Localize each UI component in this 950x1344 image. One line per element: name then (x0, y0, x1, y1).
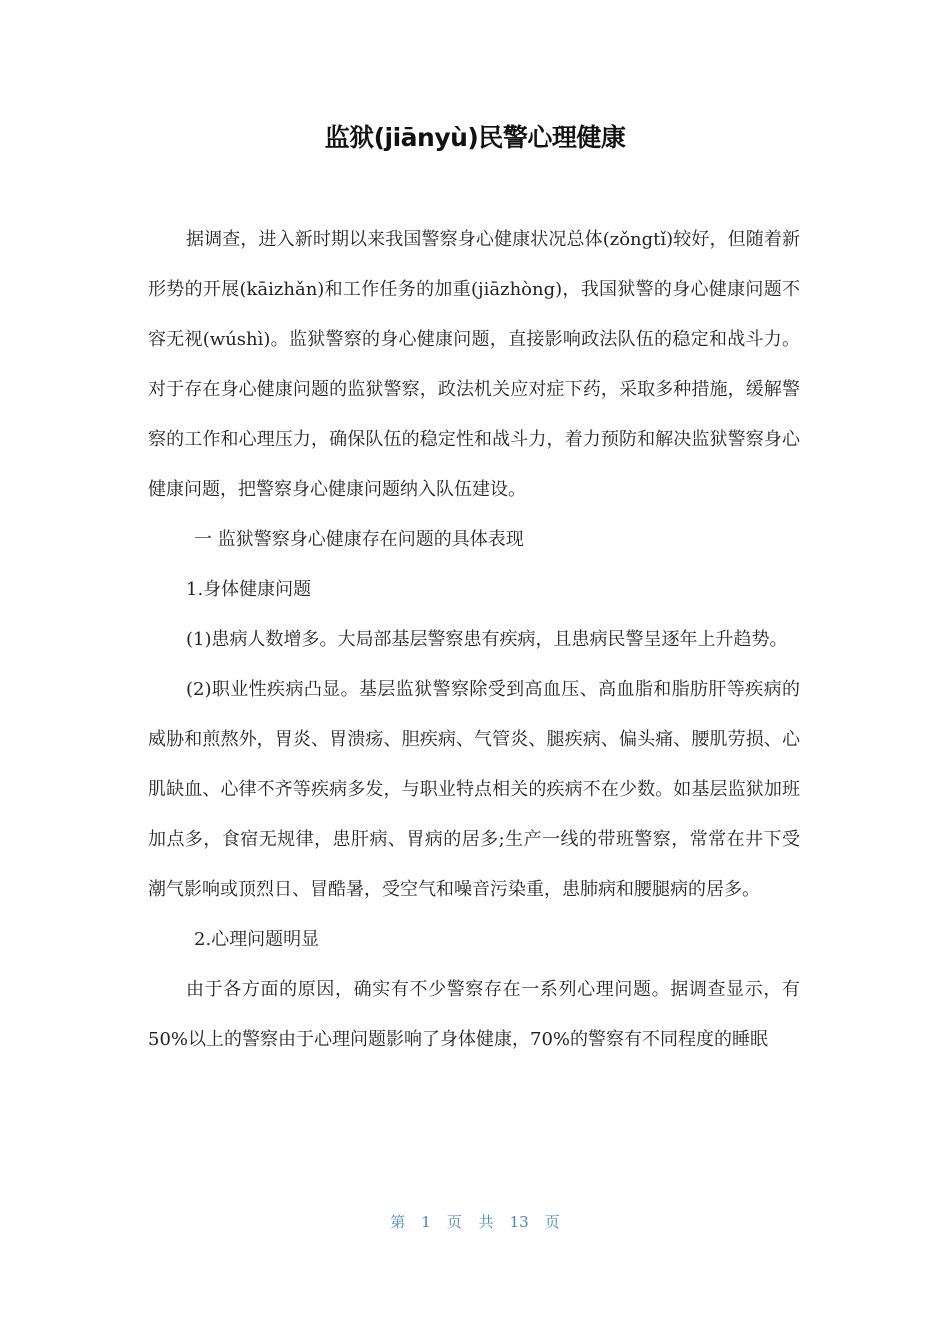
subsection-heading-mental-health: 2.心理问题明显 (194, 929, 320, 950)
intro-paragraph: 据调查，进入新时期以来我国警察身心健康状况总体(zǒngtǐ)较好，但随着新形势的开展(kāizhǎn)和工作任务的加重(jiāzhòng)，我国狱警的身心健康问题不容无视(wúshì)。监狱警察的身心健康问题，直接影响政法队伍的稳定和战斗力。对于存在身心健康问题的监狱警察，政法机关应对症下药，采取多种措施，缓解警察的工作和心理压力，确保队伍的稳定性和战斗力，着力预防和解决监狱警察身心健康问题，把警察身心健康问题纳入队伍建设。 (148, 229, 800, 500)
paragraph-patient-increase: (1)患病人数增多。大局部基层警察患有疾病，且患病民警呈逐年上升趋势。 (186, 629, 788, 650)
subsection-heading-physical-health: 1.身体健康问题 (186, 579, 312, 600)
footer-label-pages: 页 (544, 1213, 560, 1231)
footer-total-pages: 13 (509, 1213, 529, 1231)
page-footer (0, 1210, 950, 1234)
footer-label-page: 第 (390, 1213, 406, 1231)
footer-current-page: 1 (421, 1213, 431, 1231)
paragraph-occupational-disease: (2)职业性疾病凸显。基层监狱警察除受到高血压、高血脂和脂肪肝等疾病的威胁和煎熬外，胃炎、胃溃疡、胆疾病、气管炎、腿疾病、偏头痛、腰肌劳损、心肌缺血、心律不齐等疾病多发，与职业特点相关的疾病不在少数。如基层监狱加班加点多，食宿无规律，患肝病、胃病的居多;生产一线的带班警察，常常在井下受潮气影响或顶烈日、冒酷暑，受空气和噪音污染重，患肺病和腰腿病的居多。 (148, 679, 800, 900)
footer-label-of: 页 共 (446, 1213, 494, 1231)
paragraph-mental-issues: 由于各方面的原因，确实有不少警察存在一系列心理问题。据调查显示，有 50%以上的警察由于心理问题影响了身体健康，70%的警察有不同程度的睡眠 (148, 979, 800, 1050)
section-heading-1: 一 监狱警察身心健康存在问题的具体表现 (194, 529, 524, 550)
document-body (148, 215, 800, 1065)
document-title: 监狱(jiānyù)民警心理健康 (324, 123, 626, 152)
